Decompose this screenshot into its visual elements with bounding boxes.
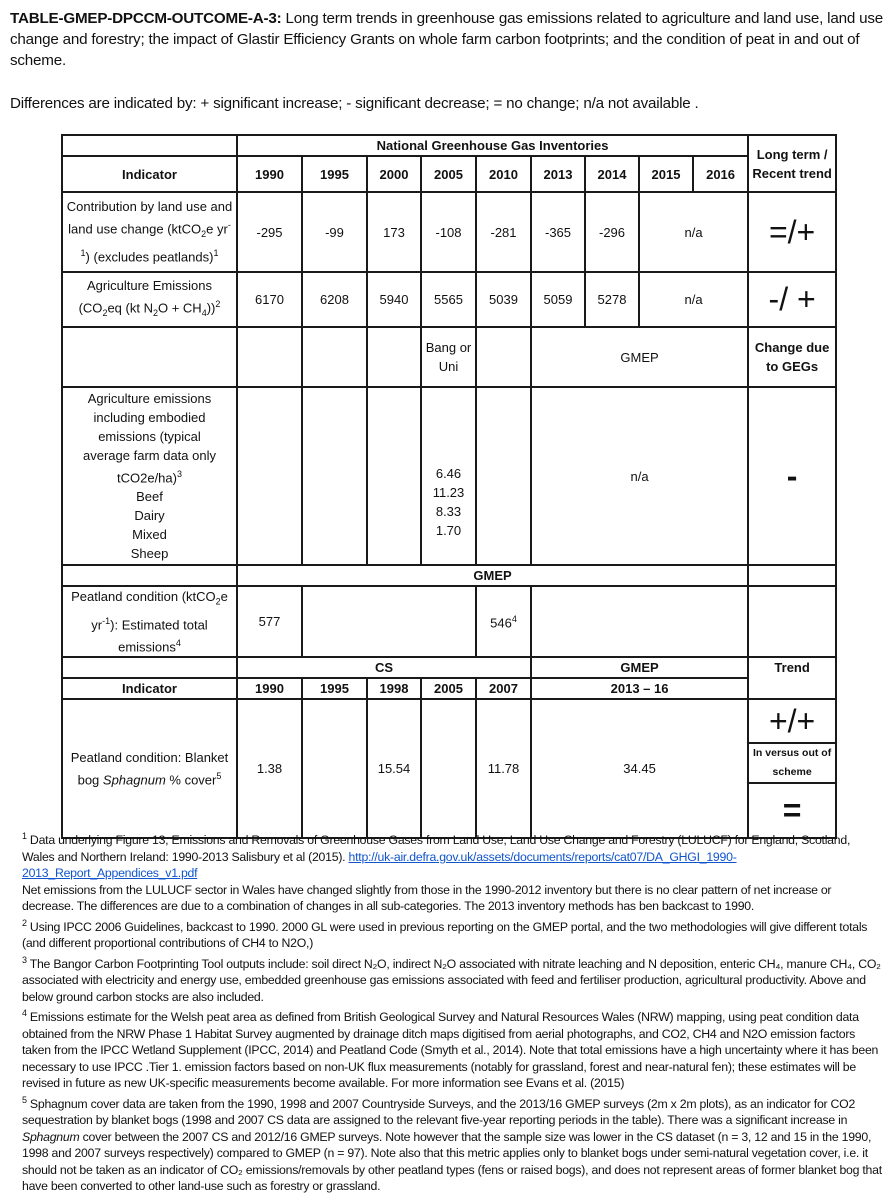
unavailable-cell (302, 586, 476, 657)
trend-cell: =/+ (748, 192, 836, 272)
value-cell: 6170 (237, 272, 302, 327)
footnote-3 (22, 952, 882, 1006)
text-fragment: eq (kt N (107, 300, 153, 316)
indicator-header: Indicator (62, 156, 237, 192)
indicator-cell (62, 272, 237, 327)
gmep-header: GMEP (531, 327, 748, 387)
footnote-1-link[interactable]: http://uk-air.defra.gov.uk/assets/documents/reports/cat07/DA_GHGI_1990-2013_Report_Appendices_v1.pdf (22, 849, 737, 881)
value-cell: 577 (237, 586, 302, 657)
text-fragment: Using IPCC 2006 Guidelines, backcast to 1990. 2000 GL were used in previous reporting on the GMEP portal, and the two methodologies will give different totals (and different proportional contributions of CH4 to N2O,) (22, 919, 868, 951)
table-row-embodied-emissions (62, 387, 836, 565)
unavailable-cell (476, 387, 531, 565)
table-row-peatland-emissions (62, 586, 836, 657)
text-fragment: 2 (215, 596, 221, 607)
value-cell: -296 (585, 192, 639, 272)
change-due-to-gegs-header: Change due to GEGs (748, 327, 836, 387)
footnote-ref: 2 (215, 299, 221, 310)
indicator-table (61, 134, 837, 839)
footnote-ref: 5 (216, 771, 222, 782)
category-label: Beef (136, 489, 163, 505)
value-cell: 1.38 (237, 699, 302, 838)
value-cell: -281 (476, 192, 531, 272)
gmep-header: GMEP (531, 657, 748, 678)
year-header: 1990 (237, 678, 302, 699)
text-fragment: Agriculture emissions (87, 390, 212, 406)
blank-header-cell (237, 327, 302, 387)
unavailable-cell (237, 387, 302, 565)
trend-cell: -/ + (748, 272, 836, 327)
footnote-ref: 3 (176, 468, 182, 479)
year-header: 1995 (302, 156, 367, 192)
in-out-trend-cell: = (748, 783, 836, 838)
blank-header-cell (62, 657, 237, 678)
year-header: 2005 (421, 678, 476, 699)
year-header: 2013 (531, 156, 585, 192)
value-cell: 15.54 (367, 699, 421, 838)
value-cell: 5059 (531, 272, 585, 327)
table-id: TABLE-GMEP-DPCCM-OUTCOME-A-3: (10, 10, 282, 27)
section3-header-row (62, 565, 836, 586)
text-fragment: 1 (22, 831, 27, 841)
value-cell: 6208 (302, 272, 367, 327)
value-beef: 6.46 (435, 466, 462, 481)
text-fragment: -1 (102, 615, 111, 626)
group-label-ghg-inventories: National Greenhouse Gas Inventories (237, 135, 748, 156)
text-fragment: 2 (102, 307, 108, 318)
footnote-ref: 4 (511, 614, 517, 625)
text-fragment: Emissions estimate for the Welsh peat area as defined from British Geological Survey and Natural Resources Wales (NRW) mapping, using peat condition data obtained from the NRW Phase 1 Habitat Survey augmented by drainage ditch maps digitised from aerial photographs, and CO2, CH4 and N2O emission factors taken from the IPCC Wetland Supplement (IPCC, 2014) and Peatland Code (Smyth et al., 2014). Note that total emissions have a high uncertainty where it has been necessary to use IPCC .Tier 1. emission factors based on non-UK flux measurements (notably for grassland, forest and near-natural fen); these estimates will be revised in future as new UK-specific measurements become available. For more information see Evans et al. (2015) (22, 1010, 879, 1091)
value-cell: -295 (237, 192, 302, 272)
value-sheep: 1.70 (435, 523, 462, 538)
footnote-ref: 4 (175, 637, 181, 648)
text-fragment: e yr (206, 221, 228, 237)
year-header: 1998 (367, 678, 421, 699)
blank-header-cell (367, 327, 421, 387)
section1-group-header-row (62, 135, 836, 156)
year-header: 2000 (367, 156, 421, 192)
differences-legend: Differences are indicated by: + significant increase; - significant decrease; = no change; n/a not available . (10, 95, 699, 112)
na-cell: n/a (639, 192, 748, 272)
na-cell: n/a (639, 272, 748, 327)
blank-header-cell (748, 565, 836, 586)
year-header: 2005 (421, 156, 476, 192)
value-cell: 5565 (421, 272, 476, 327)
text-fragment: -1 (80, 220, 231, 259)
text-fragment: % cover (165, 772, 217, 788)
table-description: Long term trends in greenhouse gas emissions related to agriculture and land use, land use change and forestry; the impact of Glastir Efficiency Grants on whole farm carbon footprints; and the condition of peat in and out of scheme. (10, 10, 883, 69)
value-cell (476, 586, 531, 657)
table-row-agriculture-emissions (62, 272, 836, 327)
text-fragment: including embodied (93, 409, 206, 425)
year-header: 2010 (476, 156, 531, 192)
text-fragment: ): Estimated total emissions (110, 616, 208, 655)
text-fragment: Data underlying Figure 13, Emissions and Removals of Greenhouse Gases from Land Use, Land Use Change and Forestry (LULUCF) for England, Scotland, Wales and Northern Ireland: 1990-2013 Salisbury et al (2015). (22, 833, 851, 864)
text-fragment: e yr (91, 589, 228, 632)
category-label: Dairy (134, 508, 165, 524)
blank-header-cell (62, 327, 237, 387)
text-fragment: ) (excludes peatlands) (85, 249, 214, 265)
year-header: 2014 (585, 156, 639, 192)
year-header: 2016 (693, 156, 748, 192)
text-fragment: Agriculture Emissions (CO (78, 278, 212, 316)
blank-header-cell (62, 135, 237, 156)
value-cell: 5039 (476, 272, 531, 327)
in-versus-out-label: In versus out of scheme (748, 743, 836, 783)
footnotes (22, 828, 882, 1195)
value-cell: 5940 (367, 272, 421, 327)
footnote-2 (22, 915, 882, 952)
text-fragment: tCO2e/ha) (117, 470, 177, 486)
year-header: 1995 (302, 678, 367, 699)
text-fragment: 4 (201, 307, 207, 318)
unavailable-cell (302, 387, 367, 565)
source-bang-or-uni: Bang or Uni (421, 327, 476, 387)
year-header: 1990 (237, 156, 302, 192)
unavailable-cell (302, 699, 367, 838)
indicator-cell (62, 586, 237, 657)
trend-header: Long term / Recent trend (748, 135, 836, 192)
text-fragment: Peatland condition (ktCO (71, 589, 216, 604)
farm-values-cell (421, 387, 476, 565)
table-caption (10, 8, 886, 71)
text-fragment: 5 (22, 1094, 27, 1105)
text-fragment: 3 (22, 954, 27, 965)
footnote-4 (22, 1005, 882, 1092)
blank-header-cell (476, 327, 531, 387)
footnote-ref: 1 (213, 248, 219, 259)
gmep-na-cell: n/a (531, 387, 748, 565)
value-cell: 11.78 (476, 699, 531, 838)
text-fragment: The Bangor Carbon Footprinting Tool outputs include: soil direct N₂O, indirect N₂O associated with nitrate leaching and N deposition, enteric CH₄, manure CH₄, CO₂ associated with electricity and energy use, embedded greenhouse gas emissions associated with feed and fertiliser production, agricultural productivity. Above and below ground carbon stocks are also included. (22, 956, 881, 1004)
text-fragment: O + CH (157, 300, 202, 316)
text-fragment: average farm data only (83, 447, 216, 463)
blank-header-cell (62, 565, 237, 586)
indicator-cell (62, 699, 237, 838)
text-fragment: cover between the 2007 CS and 2012/16 GMEP surveys. Note however that the sample size was lower in the CS dataset (n = 3, 12 and 15 in the 1990, 1998 and 2007 surveys respectively) compared to GMEP (n = 97). Note also that this metric applies only to blanket bogs under semi-natural vegetation cover, i.e. it should not be taken as an indicator of CO₂ emissions/removals by other peatland types (fens or raised bogs), and does not represent areas of former blanket bog that have been converted to other land-use such as forestry or grassland. (22, 1129, 882, 1194)
text-fragment: Peatland condition: Blanket bog (70, 750, 229, 788)
trend-header: Trend (748, 657, 836, 699)
footnote-5 (22, 1092, 882, 1195)
unavailable-cell (748, 586, 836, 657)
unavailable-cell (531, 586, 748, 657)
text-fragment: 4 (22, 1008, 27, 1019)
value-cell: -108 (421, 192, 476, 272)
value-cell: -365 (531, 192, 585, 272)
text-fragment: emissions (typical (98, 428, 201, 444)
table-row-sphagnum-cover (62, 699, 836, 743)
indicator-cell (62, 387, 237, 565)
value-cell: 173 (367, 192, 421, 272)
section4-group-header-row (62, 657, 836, 678)
category-label: Mixed (132, 527, 167, 543)
text-fragment: Sphagnum cover data are taken from the 1990, 1998 and 2007 Countryside Surveys, and the 2013/16 GMEP surveys (2m x 2m plots), as an indicator for CO2 sequestration by blanket bogs (1998 and 2007 CS data are assigned to the relevant five-year reporting periods in the table). There was a significant increase in (22, 1096, 856, 1128)
table-row-land-use-change (62, 192, 836, 272)
text-fragment: 2 (152, 307, 158, 318)
gmep-header: GMEP (237, 565, 748, 586)
text-fragment: 2 (201, 229, 207, 240)
year-header: 2015 (639, 156, 693, 192)
value-dairy: 11.23 (432, 485, 465, 500)
value-cell: 5278 (585, 272, 639, 327)
text-fragment: )) (206, 300, 216, 316)
gmep-period-header: 2013 – 16 (531, 678, 748, 699)
text-fragment: Sphagnum (102, 772, 166, 788)
value-cell: -99 (302, 192, 367, 272)
section2-header-row (62, 327, 836, 387)
unavailable-cell (421, 699, 476, 838)
footnote-1 (22, 828, 882, 882)
unavailable-cell (367, 387, 421, 565)
indicator-cell (62, 192, 237, 272)
text-fragment: 546 (490, 615, 512, 631)
text-fragment: Sphagnum (22, 1129, 80, 1144)
footnote-1-extra: Net emissions from the LULUCF sector in Wales have changed slightly from those in the 1990-2012 inventory but there is no clear pattern of net increase or decrease. The differences are due to a combination of changes in all sub-categories. The 2013 inventory methods has ben backcast to 1990. (22, 882, 832, 914)
section1-year-header-row (62, 156, 836, 192)
value-mixed: 8.33 (435, 504, 462, 519)
text-fragment: 2 (22, 917, 27, 928)
gmep-value-cell: 34.45 (531, 699, 748, 838)
year-header: 2007 (476, 678, 531, 699)
category-label: Sheep (130, 546, 169, 562)
indicator-header: Indicator (62, 678, 237, 699)
change-cell: - (748, 387, 836, 565)
text-fragment: Contribution by land use and land use change (ktCO (66, 199, 233, 237)
trend-cell: +/+ (748, 699, 836, 743)
blank-header-cell (302, 327, 367, 387)
section4-year-header-row (62, 678, 836, 699)
cs-header: CS (237, 657, 531, 678)
